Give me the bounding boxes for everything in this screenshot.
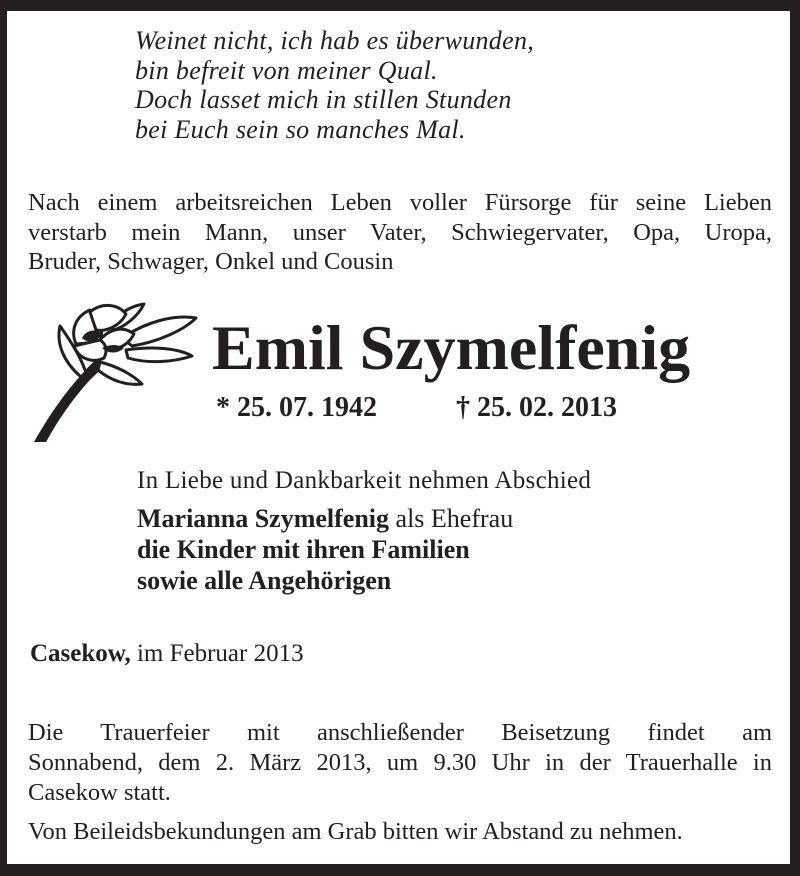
intro-line: Nach einem arbeitsreichen Leben voller Fürsorge für seine Lieben [28,189,772,216]
birth-date: * 25. 07. 1942 [216,392,377,423]
condolence-note: Von Beileidsbekundungen am Grab bitten wir Abstand zu nehmen. [28,818,683,845]
mourner-name: sowie alle Angehörigen [137,566,392,595]
farewell-line: In Liebe und Dankbarkeit nehmen Abschied [137,467,592,494]
place-name: Casekow, [30,640,131,667]
poem-line: Doch lasset mich in stillen Stunden [135,85,512,114]
dateline-rest: im Februar 2013 [130,640,304,667]
place-dateline [30,640,304,668]
funeral-line: Casekow statt. [28,779,171,806]
poem-line: bin befreit von meiner Qual. [135,55,438,85]
mourner-line [137,503,513,534]
intro-paragraph [28,188,772,277]
mourner-line [137,565,513,596]
intro-line: verstarb mein Mann, unser Vater, Schwiegervater, Opa, Uropa, [28,218,772,246]
memorial-poem [135,26,534,144]
life-dates [216,392,617,424]
mourner-line [137,534,513,565]
deceased-name: Emil Szymelfenig [212,312,691,383]
mourner-name: Marianna Szymelfenig [137,504,390,533]
mourner-name: die Kinder mit ihren Familien [137,535,470,564]
death-date: † 25. 02. 2013 [456,392,617,423]
flower-icon [14,292,206,444]
poem-line: bei Euch sein so manches Mal. [135,114,466,144]
funeral-info-paragraph [28,718,772,808]
mourner-relation: als Ehefrau [389,504,514,533]
funeral-line: Sonnabend, dem 2. März 2013, um 9.30 Uhr in der Trauerhalle in [28,749,772,776]
intro-line: Bruder, Schwager, Onkel und Cousin [28,248,394,275]
funeral-line: Die Trauerfeier mit anschließender Beisetzung findet am [28,719,772,746]
poem-line: Weinet nicht, ich hab es überwunden, [135,26,535,55]
mourners-list [137,503,513,596]
